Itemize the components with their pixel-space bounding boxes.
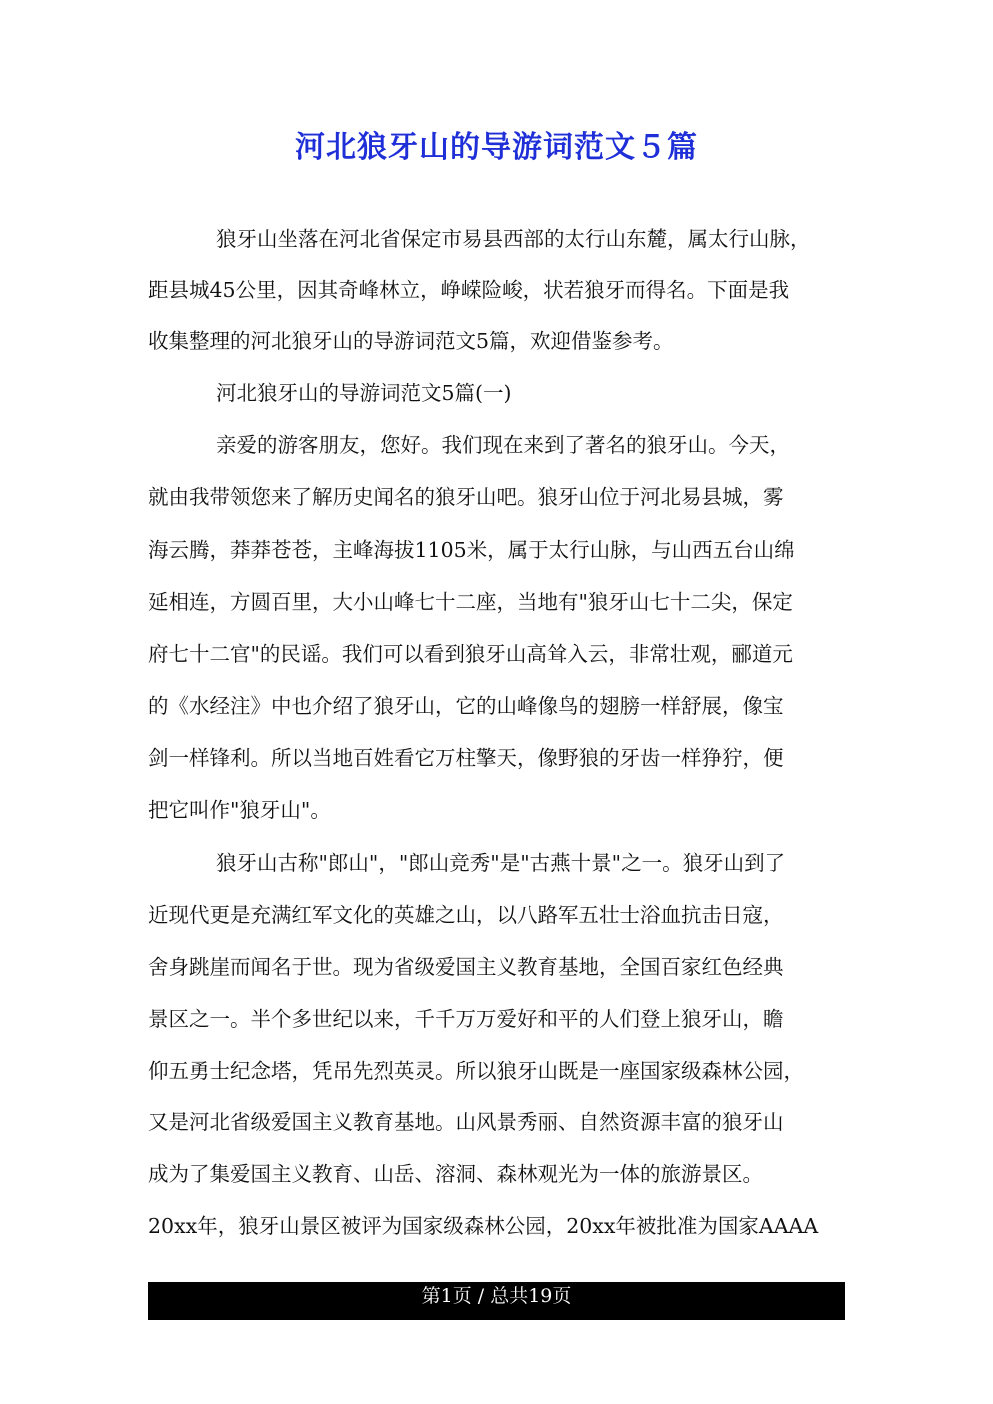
paragraph-line: 剑一样锋利。所以当地百姓看它万柱擎天，像野狼的牙齿一样狰狞，便 bbox=[148, 746, 784, 770]
paragraph-line: 把它叫作"狼牙山"。 bbox=[148, 798, 331, 822]
paragraph-line: 又是河北省级爱国主义教育基地。山风景秀丽、自然资源丰富的狼牙山 bbox=[148, 1110, 784, 1134]
paragraph-line: 狼牙山古称"郎山"，"郎山竞秀"是"古燕十景"之一。狼牙山到了 bbox=[216, 851, 786, 875]
paragraph-line: 的《水经注》中也介绍了狼牙山，它的山峰像鸟的翅膀一样舒展，像宝 bbox=[148, 694, 784, 718]
paragraph-line: 20xx年，狼牙山景区被评为国家级森林公园，20xx年被批准为国家AAAA bbox=[148, 1214, 819, 1238]
paragraph-line: 府七十二官"的民谣。我们可以看到狼牙山高耸入云，非常壮观，郦道元 bbox=[148, 642, 793, 666]
paragraph-line: 收集整理的河北狼牙山的导游词范文5篇，欢迎借鉴参考。 bbox=[148, 329, 674, 353]
paragraph-line: 距县城45公里，因其奇峰林立，峥嵘险峻，状若狼牙而得名。下面是我 bbox=[148, 278, 790, 302]
paragraph-line: 海云腾，莽莽苍苍，主峰海拔1105米，属于太行山脉，与山西五台山绵 bbox=[148, 538, 795, 562]
paragraph-line: 延相连，方圆百里，大小山峰七十二座，当地有"狼牙山七十二尖，保定 bbox=[148, 590, 793, 614]
paragraph-line: 近现代更是充满红军文化的英雄之山，以八路军五壮士浴血抗击日寇， bbox=[148, 903, 784, 927]
paragraph-line: 狼牙山坐落在河北省保定市易县西部的太行山东麓，属太行山脉， bbox=[216, 227, 811, 251]
paragraph-line: 景区之一。半个多世纪以来，千千万万爱好和平的人们登上狼牙山，瞻 bbox=[148, 1007, 784, 1031]
page-number-label: 第1页 / 总共19页 bbox=[421, 1285, 572, 1307]
document-title: 河北狼牙山的导游词范文５篇 bbox=[295, 130, 698, 165]
section-heading: 河北狼牙山的导游词范文5篇(一) bbox=[216, 381, 512, 405]
page-footer bbox=[148, 1282, 845, 1320]
paragraph-line: 成为了集爱国主义教育、山岳、溶洞、森林观光为一体的旅游景区。 bbox=[148, 1162, 763, 1186]
paragraph-line: 舍身跳崖而闻名于世。现为省级爱国主义教育基地，全国百家红色经典 bbox=[148, 955, 784, 979]
paragraph-line: 就由我带领您来了解历史闻名的狼牙山吧。狼牙山位于河北易县城，雾 bbox=[148, 485, 784, 509]
paragraph-line: 亲爱的游客朋友，您好。我们现在来到了著名的狼牙山。今天， bbox=[216, 433, 790, 457]
paragraph-line: 仰五勇士纪念塔，凭吊先烈英灵。所以狼牙山既是一座国家级森林公园， bbox=[148, 1059, 804, 1083]
